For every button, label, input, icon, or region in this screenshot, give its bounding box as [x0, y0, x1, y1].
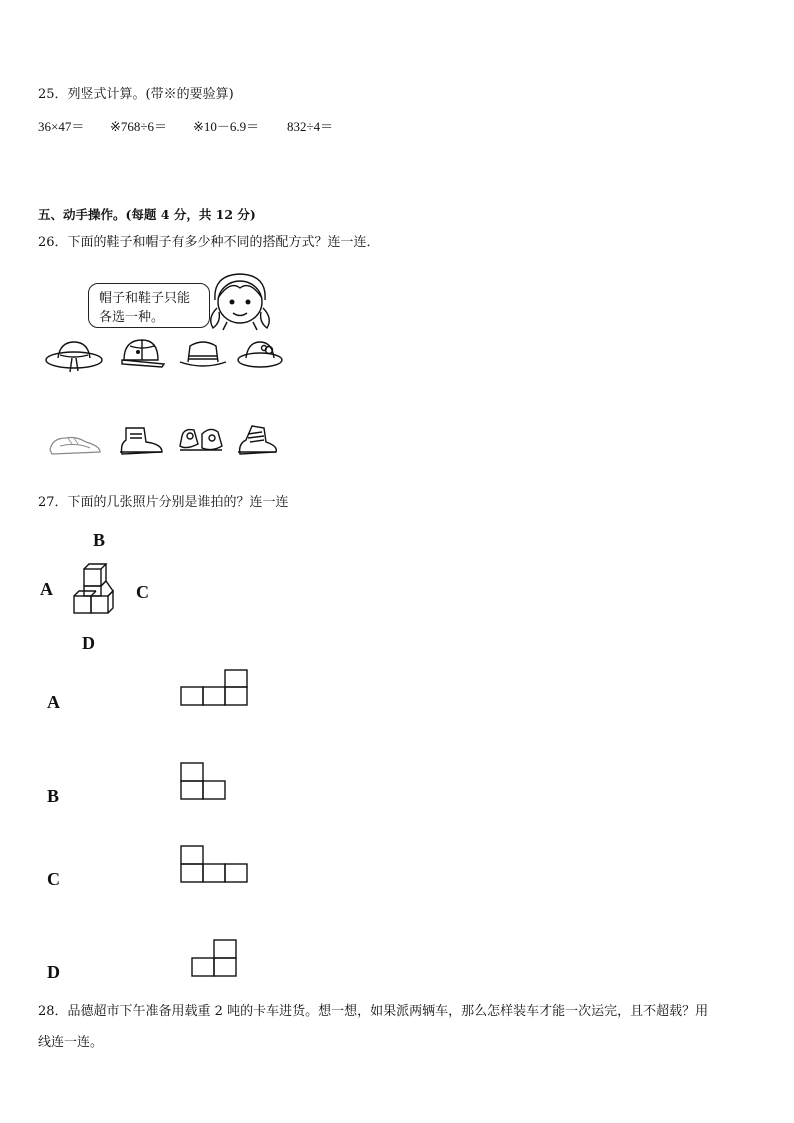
girl-illustration: [205, 270, 275, 330]
q28-line-2: 线连一连。: [38, 1035, 104, 1050]
expr-4: 832÷4＝: [287, 119, 334, 134]
q26-title: 26．下面的鞋子和帽子有多少种不同的搭配方式？连一连．: [38, 235, 380, 250]
hat-4: [236, 338, 286, 372]
view-d: [191, 939, 241, 979]
hat-2: [118, 336, 168, 372]
expr-2: ※768÷6＝: [110, 119, 168, 134]
view-label-right: C: [136, 582, 149, 602]
section-title: 五、动手操作。(每题 4 分，共 12 分): [38, 207, 256, 222]
shoe-3: [176, 424, 226, 458]
shoe-2: [116, 424, 166, 458]
option-label-b: B: [47, 786, 60, 806]
q27-title: 27．下面的几张照片分别是谁拍的？连一连: [38, 495, 289, 510]
view-b: [180, 762, 230, 802]
cube-stack: [72, 563, 122, 617]
bubble-line-2: 各选一种。: [99, 310, 165, 325]
view-label-top: B: [93, 530, 106, 550]
q25-title: 25．列竖式计算。(带※的要验算): [38, 87, 234, 102]
bubble-line-1: 帽子和鞋子只能: [99, 291, 191, 306]
view-label-left: A: [40, 579, 53, 599]
expr-1: 36×47＝: [38, 119, 85, 134]
hat-1: [44, 338, 104, 374]
view-a: [180, 669, 252, 709]
expr-3: ※10－6.9＝: [193, 119, 260, 134]
view-label-bottom: D: [82, 633, 95, 653]
speech-bubble: [88, 283, 210, 328]
hat-3: [178, 338, 228, 372]
shoe-1: [46, 428, 106, 458]
shoe-4: [234, 424, 284, 458]
q28-line-1: 28．品德超市下午准备用载重 2 吨的卡车进货。想一想，如果派两辆车，那么怎样装车才能一次运完，且不超载？用: [38, 1004, 709, 1019]
option-label-a: A: [47, 692, 60, 712]
option-label-c: C: [47, 869, 60, 889]
view-c: [180, 845, 252, 885]
option-label-d: D: [47, 962, 60, 982]
